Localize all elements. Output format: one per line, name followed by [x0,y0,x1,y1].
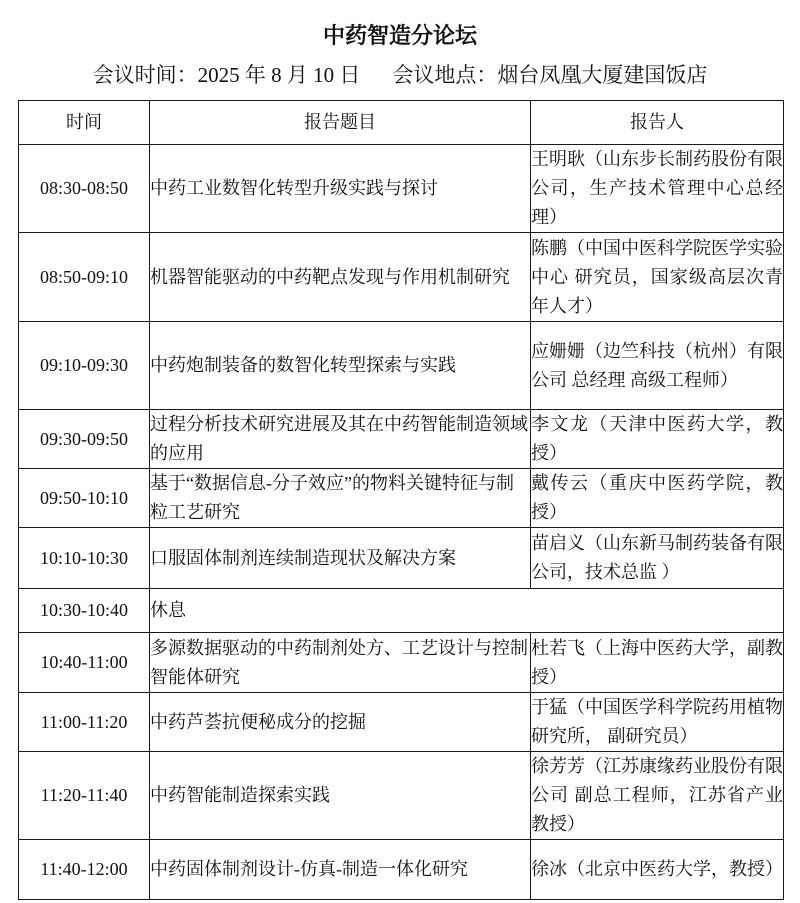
break-row [19,589,784,633]
header-time: 时间 [19,101,150,145]
schedule-row [19,233,784,322]
break-cell: 休息 [150,589,784,633]
topic-cell: 中药智能制造探索实践 [150,752,531,840]
schedule-table [18,100,784,900]
speaker-cell: 陈鹏（中国中医科学院医学实验中心 研究员，国家级高层次青年人才） [531,233,784,322]
time-cell: 10:10-10:30 [19,528,150,589]
speaker-cell: 徐冰（北京中医药大学，教授） [531,840,784,900]
topic-cell: 多源数据驱动的中药制剂处方、工艺设计与控制智能体研究 [150,633,531,693]
schedule-row [19,752,784,840]
time-cell: 11:40-12:00 [19,840,150,900]
speaker-cell: 戴传云（重庆中医药学院，教授） [531,469,784,528]
schedule-row [19,469,784,528]
schedule-row [19,528,784,589]
time-cell: 11:20-11:40 [19,752,150,840]
table-header-row [19,101,784,145]
topic-cell: 口服固体制剂连续制造现状及解决方案 [150,528,531,589]
time-cell: 08:50-09:10 [19,233,150,322]
topic-cell: 中药工业数智化转型升级实践与探讨 [150,145,531,233]
speaker-cell: 于猛（中国医学科学院药用植物研究所， 副研究员） [531,693,784,752]
schedule-row [19,410,784,469]
speaker-cell: 王明耿（山东步长制药股份有限公司，生产技术管理中心总经理） [531,145,784,233]
schedule-row [19,322,784,410]
speaker-cell: 应姗姗（边竺科技（杭州）有限公司 总经理 高级工程师） [531,322,784,410]
page-title: 中药智造分论坛 [322,23,477,48]
meeting-time: 会议时间：2025 年 8 月 10 日 [92,63,361,87]
topic-cell: 中药炮制装备的数智化转型探索与实践 [150,322,531,410]
time-cell: 09:10-09:30 [19,322,150,410]
topic-cell: 过程分析技术研究进展及其在中药智能制造领域的应用 [150,410,531,469]
topic-cell: 机器智能驱动的中药靶点发现与作用机制研究 [150,233,531,322]
time-cell: 08:30-08:50 [19,145,150,233]
meeting-info [0,62,800,88]
speaker-cell: 李文龙（天津中医药大学，教授） [531,410,784,469]
header-topic: 报告题目 [150,101,531,145]
speaker-cell: 苗启义（山东新马制药装备有限公司，技术总监 ） [531,528,784,589]
time-cell: 09:30-09:50 [19,410,150,469]
schedule-row [19,840,784,900]
topic-cell: 中药芦荟抗便秘成分的挖掘 [150,693,531,752]
speaker-cell: 杜若飞（上海中医药大学，副教授） [531,633,784,693]
topic-cell: 基于“数据信息-分子效应”的物料关键特征与制粒工艺研究 [150,469,531,528]
schedule-row [19,145,784,233]
time-cell: 09:50-10:10 [19,469,150,528]
topic-cell: 中药固体制剂设计-仿真-制造一体化研究 [150,840,531,900]
time-cell: 10:30-10:40 [19,589,150,633]
time-cell: 11:00-11:20 [19,693,150,752]
schedule-row [19,633,784,693]
meeting-venue: 会议地点：烟台凤凰大厦建国饭店 [392,63,708,87]
time-cell: 10:40-11:00 [19,633,150,693]
schedule-row [19,693,784,752]
speaker-cell: 徐芳芳（江苏康缘药业股份有限公司 副总工程师，江苏省产业教授） [531,752,784,840]
header-speaker: 报告人 [531,101,784,145]
